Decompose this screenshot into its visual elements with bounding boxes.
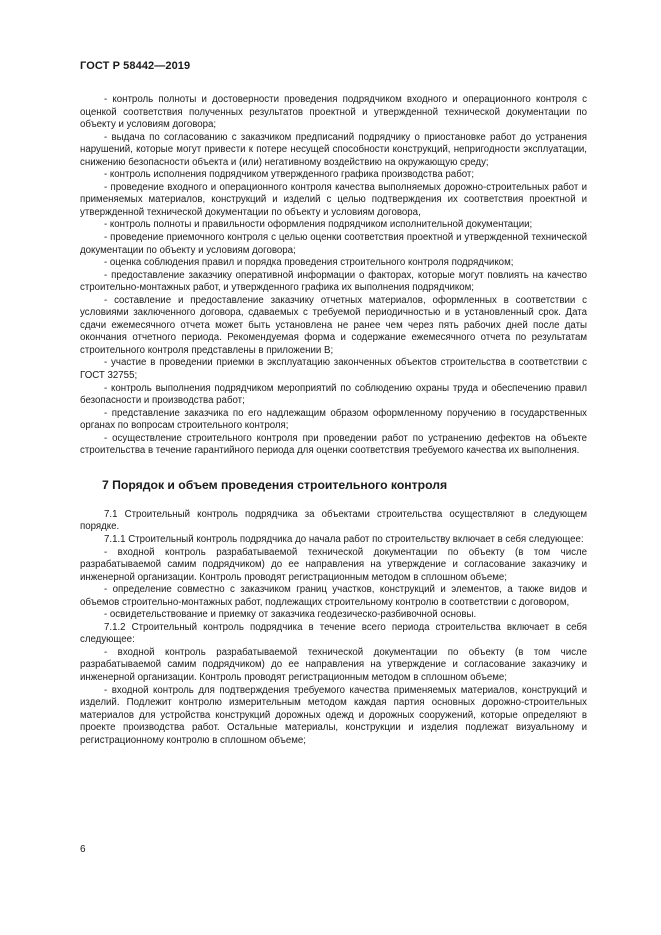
page-number: 6 [80,844,86,855]
list-item: - проведение приемочного контроля с целью оценки соответствия проектной и утвержденной технической документации по объекту и условиям договора; [80,232,587,256]
list-item: - входной контроль для подтверждения требуемого качества применяемых материалов, конструкций и изделий. Подлежит контролю измерительным методом каждая партия основных дорожно-строительных материалов для устройства конструкций дорожных одежд и дорожных сооружений, которые определяют в проекте производства работ. Остальные материалы, конструкции и изделия подлежат визуальному и регистрационному контролю в сплошном объеме; [80,684,587,746]
list-item: - контроль выполнения подрядчиком мероприятий по соблюдению охраны труда и обеспечению правил безопасности и производства работ; [80,382,587,407]
list-item: - составление и предоставление заказчику отчетных материалов, оформленных в соответствии с условиями заключенного договора, сдаваемых с требуемой периодичностью и в установленный срок. Дата сдачи ежемесячного отчета может быть установлена не ранее чем через пять рабочих дней после даты окончания отчетного периода. Рекомендуемая форма и содержание ежемесячного отчета по результатам строительного контроля представлены в приложении В; [80,294,587,356]
list-item: - освидетельствование и приемку от заказчика геодезическо-разбивочной основы. [104,609,477,621]
section-7-heading: 7 Порядок и объем проведения строительного контроля [102,477,448,492]
list-item: - оценка соблюдения правил и порядка проведения строительного контроля подрядчиком; [104,257,514,269]
list-item: - определение совместно с заказчиком границ участков, конструкций и элементов, а также видов и объемов строительно-монтажных работ, подлежащих строительному контролю в соответствии с договором, [80,584,587,608]
list-item: - контроль полноты и достоверности проведения подрядчиком входного и операционного контроля с оценкой соответствия полученных результатов проектной и утвержденной технической документации по объекту и условиям договора; [80,94,587,131]
list-item: - осуществление строительного контроля при проведении работ по устранению дефектов на объекте строительства в течение гарантийного периода для оценки соответствия требуемого качества их выполнения. [80,432,587,457]
paragraph-7-1: 7.1 Строительный контроль подрядчика за объектами строительства осуществляют в следующем порядке. [80,508,587,533]
list-item: - контроль полноты и правильности оформления подрядчиком исполнительной документации; [104,219,533,231]
list-item: - предоставление заказчику оперативной информации о факторах, которые могут повлиять на качество строительно-монтажных работ, и утвержденного графика их выполнения подрядчиком; [80,269,587,294]
list-item: - представление заказчика по его надлежащим образом оформленному поручению в государственных органах по вопросам строительного контроля; [80,407,587,432]
list-item: - контроль исполнения подрядчиком утвержденного графика производства работ; [104,169,475,181]
list-item: - проведение входного и операционного контроля качества выполняемых дорожно-строительных работ и применяемых материалов, конструкций и изделий с целью подтверждения их соответствия проектной и утвержденной технической документации по объекту и условиям договора, [80,181,587,218]
list-item: - входной контроль разрабатываемой технической документации по объекту (в том числе разрабатываемой самим подрядчиком) до ее направления на утверждение и согласование заказчику и инженерной организации. Контроль проводят регистрационным методом в сплошном объеме; [80,546,587,583]
list-item: - участие в проведении приемки в эксплуатацию законченных объектов строительства в соответствии с ГОСТ 32755; [80,357,587,382]
standard-code-header: ГОСТ Р 58442—2019 [80,60,191,72]
page-body [80,94,587,747]
paragraph-7-1-2: 7.1.2 Строительный контроль подрядчика в течение всего периода строительства включает в себя следующее: [80,621,587,646]
paragraph-7-1-1: 7.1.1 Строительный контроль подрядчика до начала работ по строительству включает в себя следующее: [104,533,584,545]
list-item: - выдача по согласованию с заказчиком предписаний подрядчику о приостановке работ до устранения нарушений, которые могут привести к потере несущей способности конструкций, непригодности эксплуатации, снижению безопасности объекта и (или) негативному воздействию на окружающую среду; [80,131,587,168]
list-item: - входной контроль разрабатываемой технической документации по объекту (в том числе разрабатываемой самим подрядчиком) до ее направления на утверждение и согласование заказчику и инженерной организации. Контроль проводят регистрационным методом в сплошном объеме; [80,646,587,683]
